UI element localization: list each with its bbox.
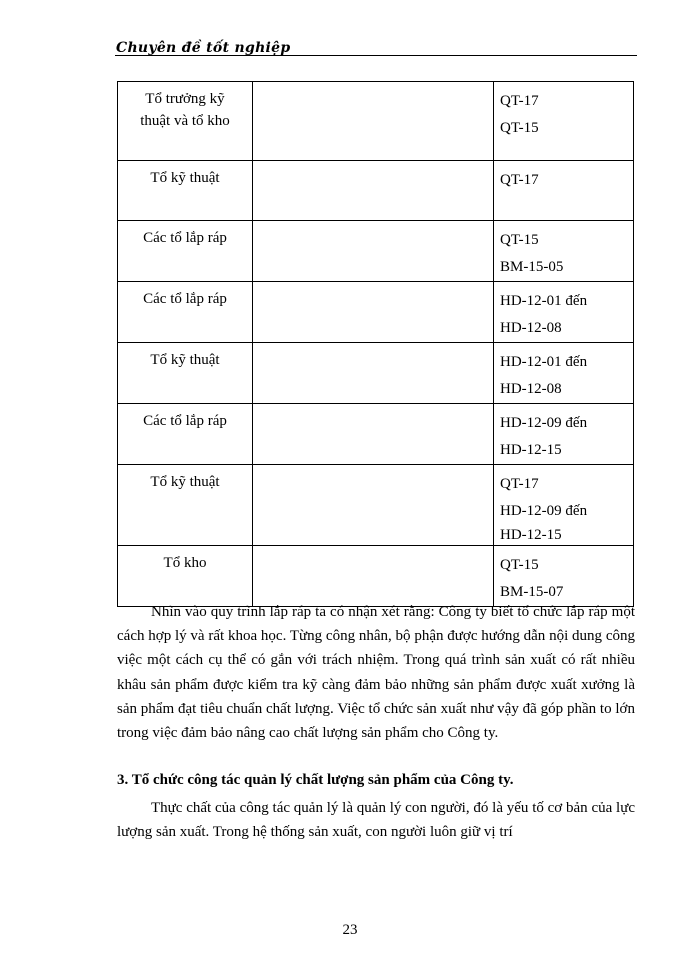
document-code: HD-12-15 <box>500 527 562 543</box>
unit-text: Các tổ lắp ráp <box>143 413 227 429</box>
unit-text: thuật và tổ kho <box>140 113 230 129</box>
unit-text: Các tổ lắp ráp <box>143 230 227 246</box>
process-table <box>117 81 634 607</box>
unit-cell <box>118 161 253 221</box>
header-rule <box>115 55 637 56</box>
document-cell <box>494 282 634 343</box>
table-row <box>118 404 634 465</box>
table-row <box>118 343 634 404</box>
document-cell <box>494 221 634 282</box>
page-header-title: Chuyên đề tốt nghiệp <box>116 40 291 56</box>
document-code: HD-12-09 đến <box>500 503 588 519</box>
document-code: HD-12-01 đến <box>500 354 588 370</box>
document-code: HD-12-08 <box>500 320 562 336</box>
document-code: QT-15 <box>500 120 539 136</box>
unit-cell <box>118 465 253 546</box>
unit-text: Tổ trưởng kỹ <box>145 91 225 107</box>
unit-cell <box>118 221 253 282</box>
paragraph-assembly-assessment <box>117 600 635 745</box>
document-code: QT-15 <box>500 232 539 248</box>
unit-text: Các tổ lắp ráp <box>143 291 227 307</box>
table-row <box>118 282 634 343</box>
unit-cell <box>118 82 253 161</box>
blank-cell <box>253 221 494 282</box>
document-code: HD-12-15 <box>500 442 562 458</box>
document-cell <box>494 161 634 221</box>
section-heading: 3. Tổ chức công tác quản lý chất lượng sản phẩm của Công ty. <box>117 772 514 788</box>
document-code: HD-12-08 <box>500 381 562 397</box>
document-code: HD-12-01 đến <box>500 293 588 309</box>
document-cell <box>494 546 634 607</box>
unit-text: Tổ kho <box>163 555 207 571</box>
unit-cell <box>118 546 253 607</box>
document-code: QT-17 <box>500 476 539 492</box>
document-code: QT-17 <box>500 93 539 109</box>
table-row <box>118 546 634 607</box>
document-code: QT-17 <box>500 172 539 188</box>
document-cell <box>494 343 634 404</box>
blank-cell <box>253 465 494 546</box>
paragraph-text: Thực chất của công tác quản lý là quản lý con người, đó là yếu tố cơ bản của lực lượng sản xuất. Trong hệ thống sản xuất, con người luôn giữ vị trí <box>117 800 635 841</box>
paragraph-quality-management <box>117 796 635 844</box>
document-code: BM-15-05 <box>500 259 564 275</box>
unit-cell <box>118 404 253 465</box>
document-cell <box>494 404 634 465</box>
blank-cell <box>253 161 494 221</box>
unit-text: Tổ kỹ thuật <box>150 352 220 368</box>
unit-text: Tổ kỹ thuật <box>150 474 220 490</box>
page-number: 23 <box>342 922 358 938</box>
document-cell <box>494 82 634 161</box>
blank-cell <box>253 343 494 404</box>
document-cell <box>494 465 634 546</box>
blank-cell <box>253 546 494 607</box>
document-code: HD-12-09 đến <box>500 415 588 431</box>
paragraph-text: Nhìn vào quy trình lắp ráp ta có nhận xét rằng: Công ty biết tổ chức lắp ráp một cách hợp lý và rất khoa học. Từng công nhân, bộ phận được hướng dẫn nội dung công việc một cách cụ thể có gắn với trách nhiệm. Trong quá trình sản xuất có rất nhiều khâu sản phẩm được kiểm tra kỹ càng đảm bảo những sản phẩm được xuất xưởng là sản phẩm đạt tiêu chuẩn chất lượng. Việc tổ chức sản xuất như vậy đã góp phần to lớn trong việc đảm bảo nâng cao chất lượng sản phẩm cho Công ty. <box>117 604 635 742</box>
table-row <box>118 82 634 161</box>
table-row <box>118 161 634 221</box>
blank-cell <box>253 404 494 465</box>
unit-text: Tổ kỹ thuật <box>150 170 220 186</box>
document-code: BM-15-07 <box>500 584 564 600</box>
blank-cell <box>253 82 494 161</box>
document-code: QT-15 <box>500 557 539 573</box>
unit-cell <box>118 282 253 343</box>
unit-cell <box>118 343 253 404</box>
blank-cell <box>253 282 494 343</box>
table-row <box>118 465 634 546</box>
table-row <box>118 221 634 282</box>
